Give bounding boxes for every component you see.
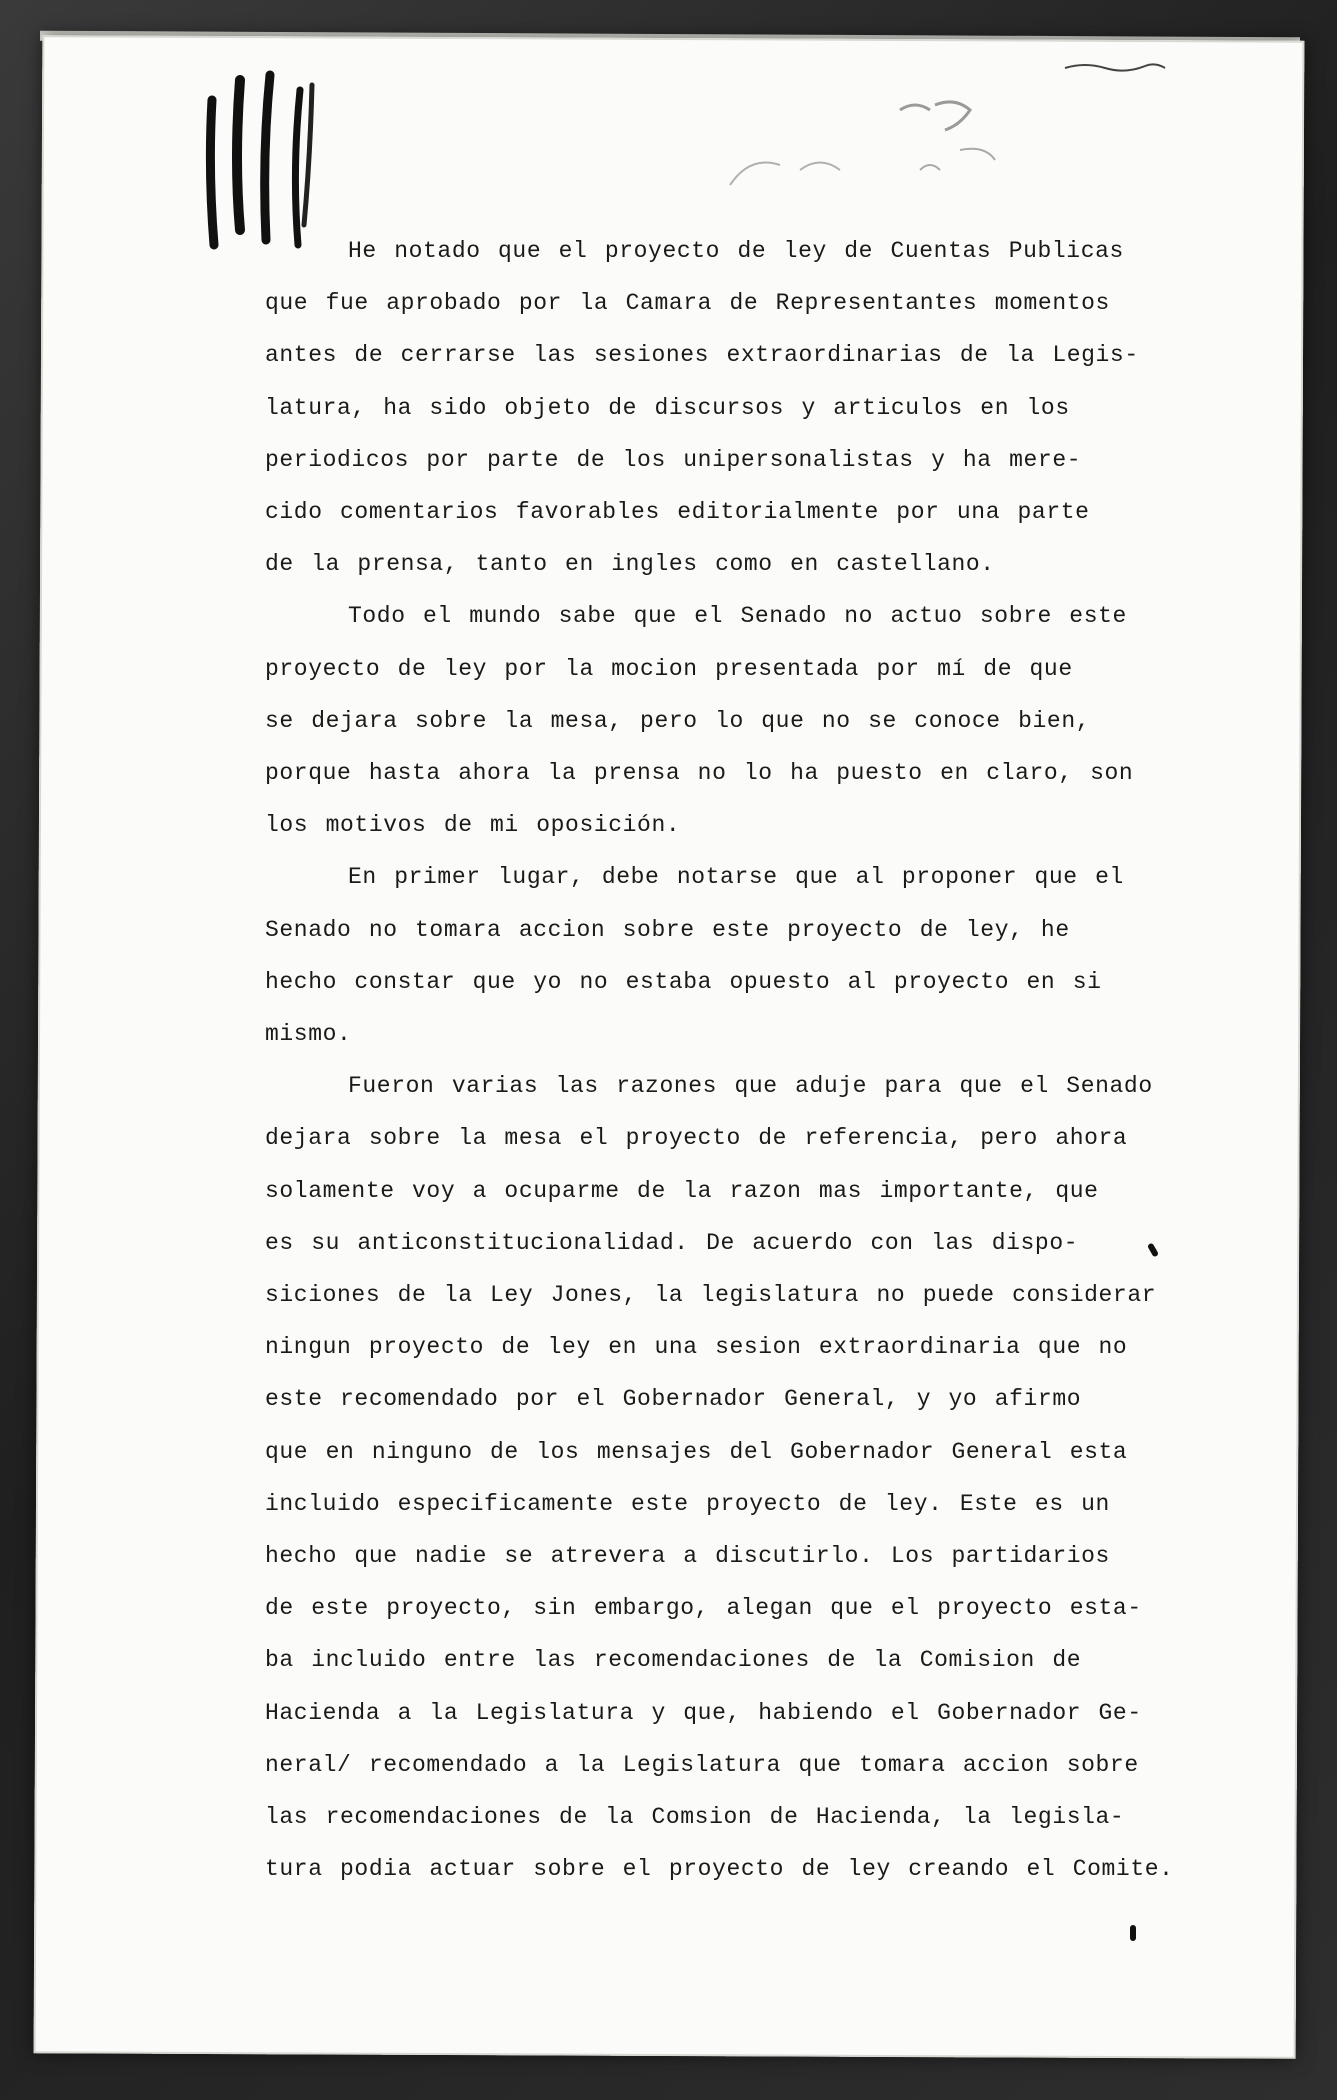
text-line: Todo el mundo sabe que el Senado no actuo sobre este: [348, 603, 1127, 630]
text-line: que fue aprobado por la Camara de Representantes momentos: [265, 290, 1110, 317]
text-line: He notado que el proyecto de ley de Cuentas Publicas: [348, 238, 1124, 264]
text-line: dejara sobre la mesa el proyecto de referencia, pero ahora: [265, 1125, 1128, 1152]
text-line: es su anticonstitucionalidad. De acuerdo con las dispo-: [265, 1229, 1079, 1256]
text-line: de la prensa, tanto en ingles como en castellano.: [265, 551, 995, 578]
text-line: En primer lugar, debe notarse que al proponer que el: [348, 864, 1124, 891]
paragraph-3: [265, 851, 1200, 1060]
text-line: neral/ recomendado a la Legislatura que tomara accion sobre: [265, 1751, 1139, 1778]
text-line: antes de cerrarse las sesiones extraordinarias de la Legis-: [265, 342, 1139, 369]
text-line: de este proyecto, sin embargo, alegan que el proyecto esta-: [265, 1595, 1142, 1622]
text-line: los motivos de mi oposición.: [265, 812, 681, 839]
text-line: ba incluido entre las recomendaciones de la Comision de: [265, 1647, 1082, 1674]
text-line: Senado no tomara accion sobre este proyecto de ley, he: [265, 916, 1070, 943]
text-line: incluido especificamente este proyecto de ley. Este es un: [265, 1490, 1110, 1517]
text-line: tura podia actuar sobre el proyecto de ley creando el Comite.: [265, 1856, 1174, 1883]
ink-dot: [1130, 1925, 1136, 1941]
text-line: solamente voy a ocuparme de la razon mas importante, que: [265, 1177, 1099, 1204]
paragraph-4: [265, 1060, 1200, 1895]
text-line: se dejara sobre la mesa, pero lo que no se conoce bien,: [265, 707, 1091, 734]
text-line: porque hasta ahora la prensa no lo ha puesto en claro, son: [265, 760, 1134, 787]
text-line: hecho constar que yo no estaba opuesto al proyecto en si: [265, 968, 1102, 995]
text-line: Hacienda a la Legislatura y que, habiendo el Gobernador Ge-: [265, 1699, 1142, 1726]
text-line: las recomendaciones de la Comsion de Hacienda, la legisla-: [265, 1804, 1125, 1831]
text-line: latura, ha sido objeto de discursos y articulos en los: [265, 394, 1070, 421]
text-line: ningun proyecto de ley en una sesion extraordinaria que no: [265, 1334, 1128, 1361]
text-line: cido comentarios favorables editorialmente por una parte: [265, 499, 1090, 526]
text-line: siciones de la Ley Jones, la legislatura no puede considerar: [265, 1282, 1157, 1309]
text-line: que en ninguno de los mensajes del Gobernador General esta: [265, 1438, 1128, 1465]
text-line: este recomendado por el Gobernador General, y yo afirmo: [265, 1386, 1082, 1413]
text-line: proyecto de ley por la mocion presentada por mí de que: [265, 655, 1073, 682]
text-line: mismo.: [265, 1021, 352, 1048]
pencil-annotation-icon: [720, 90, 1040, 210]
text-line: Fueron varias las razones que aduje para que el Senado: [348, 1073, 1153, 1100]
corner-scribble-icon: [1060, 56, 1170, 76]
paragraph-2: [265, 590, 1200, 851]
letter-body: [265, 225, 1200, 1896]
text-line: periodicos por parte de los unipersonalistas y ha mere-: [265, 446, 1082, 473]
text-line: hecho que nadie se atrevera a discutirlo. Los partidarios: [265, 1543, 1110, 1570]
paragraph-1: [265, 225, 1200, 590]
